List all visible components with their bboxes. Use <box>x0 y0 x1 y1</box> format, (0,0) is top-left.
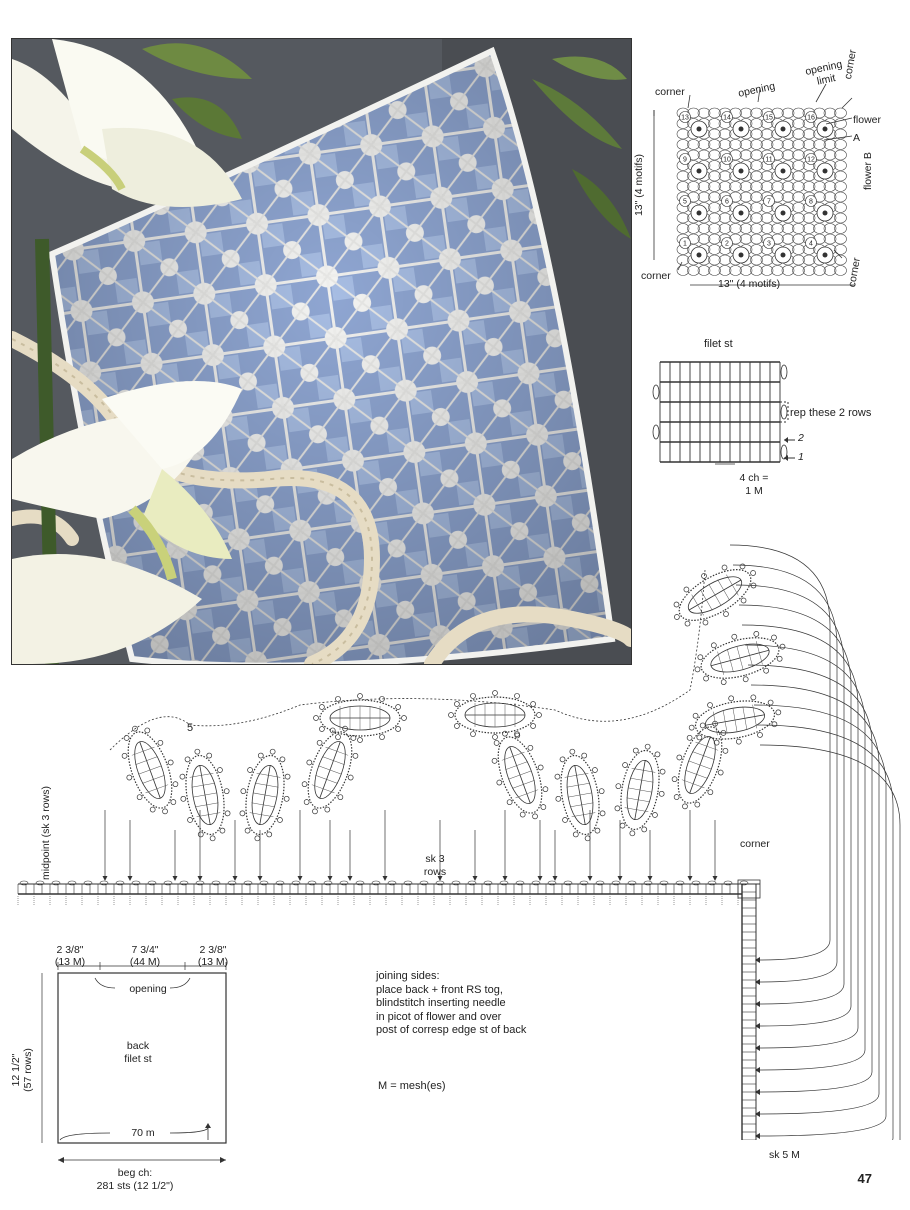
back-opening: opening <box>129 983 167 995</box>
filet-mesh-note-1: 4 ch = <box>739 472 769 484</box>
note-line: joining sides: <box>376 970 440 982</box>
motif-number: 13 <box>681 114 689 122</box>
label-height-13in: 13" (4 motifs) <box>633 153 645 217</box>
label-sk3-1: sk 3 <box>425 853 445 865</box>
motif-layout-diagram <box>630 0 910 300</box>
motif-number: 12 <box>807 156 815 164</box>
mesh-definition: M = mesh(es) <box>378 1080 446 1092</box>
motif-number: 1 <box>683 240 687 248</box>
back-dim-right-bottom: (13 M) <box>197 956 229 968</box>
motif-number: 11 <box>765 156 773 164</box>
label-corner-br: corner <box>846 256 863 289</box>
label-corner-bl: corner <box>641 270 671 282</box>
note-line: post of corresp edge st of back <box>376 1024 527 1036</box>
motif-number: 4 <box>809 240 813 248</box>
note-line: in picot of flower and over <box>376 1010 502 1023</box>
back-beg-2: 281 sts (12 1/2") <box>96 1180 174 1192</box>
filet-row-1: 1 <box>798 451 804 463</box>
edging-flower <box>314 694 407 743</box>
label-sk3-2: rows <box>423 866 447 878</box>
motif-number: 15 <box>765 114 773 122</box>
back-dim-mid-bottom: (44 M) <box>129 956 161 968</box>
back-center-1: back <box>126 1040 150 1052</box>
note-line: blindstitch inserting needle <box>376 997 506 1009</box>
edging-flower <box>111 718 189 822</box>
motif-grid <box>677 108 847 276</box>
motif-number: 3 <box>767 240 771 248</box>
filet-chart <box>650 354 810 474</box>
label-opening: opening <box>737 80 777 100</box>
edging-flowers <box>110 551 791 846</box>
motif-number: 10 <box>723 156 731 164</box>
back-height-2: (57 rows) <box>22 1048 34 1092</box>
motif-number: 16 <box>807 114 815 122</box>
motif-number: 2 <box>725 240 729 248</box>
motif-number: 7 <box>767 198 771 206</box>
filet-repeat-label: rep these 2 rows <box>790 407 872 419</box>
label-five: 5 <box>187 722 194 734</box>
back-center-2: filet st <box>124 1053 152 1065</box>
page-number: 47 <box>857 1171 872 1186</box>
edging-flower <box>449 691 542 740</box>
motif-number: 8 <box>809 198 813 206</box>
edging-flower <box>661 713 739 817</box>
label-flower: flower <box>853 114 882 126</box>
edging-flower <box>233 745 297 845</box>
label-a: A <box>853 132 861 144</box>
back-dim-left-bottom: (13 M) <box>54 956 86 968</box>
label-corner-tl: corner <box>655 86 685 98</box>
edging-flower <box>662 551 767 640</box>
note-line: place back + front RS tog, <box>376 983 503 996</box>
label-midpoint: midpoint (sk 3 rows) <box>40 786 52 880</box>
filet-row-2: 2 <box>798 432 804 444</box>
filet-mesh-note-2: 1 M <box>745 485 763 497</box>
back-height-1: 12 1/2" <box>10 1053 22 1087</box>
motif-number: 6 <box>725 198 729 206</box>
filet-title: filet st <box>704 338 733 350</box>
label-corner-tr: corner <box>842 48 859 81</box>
back-dim-right-top: 2 3/8" <box>199 944 227 956</box>
label-sk5m: sk 5 M <box>769 1149 800 1161</box>
motif-number: 5 <box>683 198 687 206</box>
label-flower-b: flower B <box>862 152 874 190</box>
edging-flower <box>685 688 785 752</box>
back-beg-1: beg ch: <box>117 1167 153 1179</box>
label-width-13in: 13" (4 motifs) <box>718 278 781 290</box>
label-corner-edging: corner <box>740 838 770 850</box>
back-dim-mid-top: 7 3/4" <box>131 944 159 956</box>
label-opening-limit: opening limit <box>804 58 844 88</box>
motif-number: 9 <box>683 156 687 164</box>
edging-flower <box>608 740 672 840</box>
edging-flower <box>689 622 792 693</box>
edging-flower <box>548 745 612 845</box>
edging-flower <box>173 745 237 845</box>
back-bottom-count: 70 m <box>131 1127 155 1139</box>
back-dim-left-top: 2 3/8" <box>56 944 84 956</box>
edging-flower <box>291 718 369 822</box>
motif-number: 14 <box>723 114 731 122</box>
joining-notes <box>376 970 526 1038</box>
